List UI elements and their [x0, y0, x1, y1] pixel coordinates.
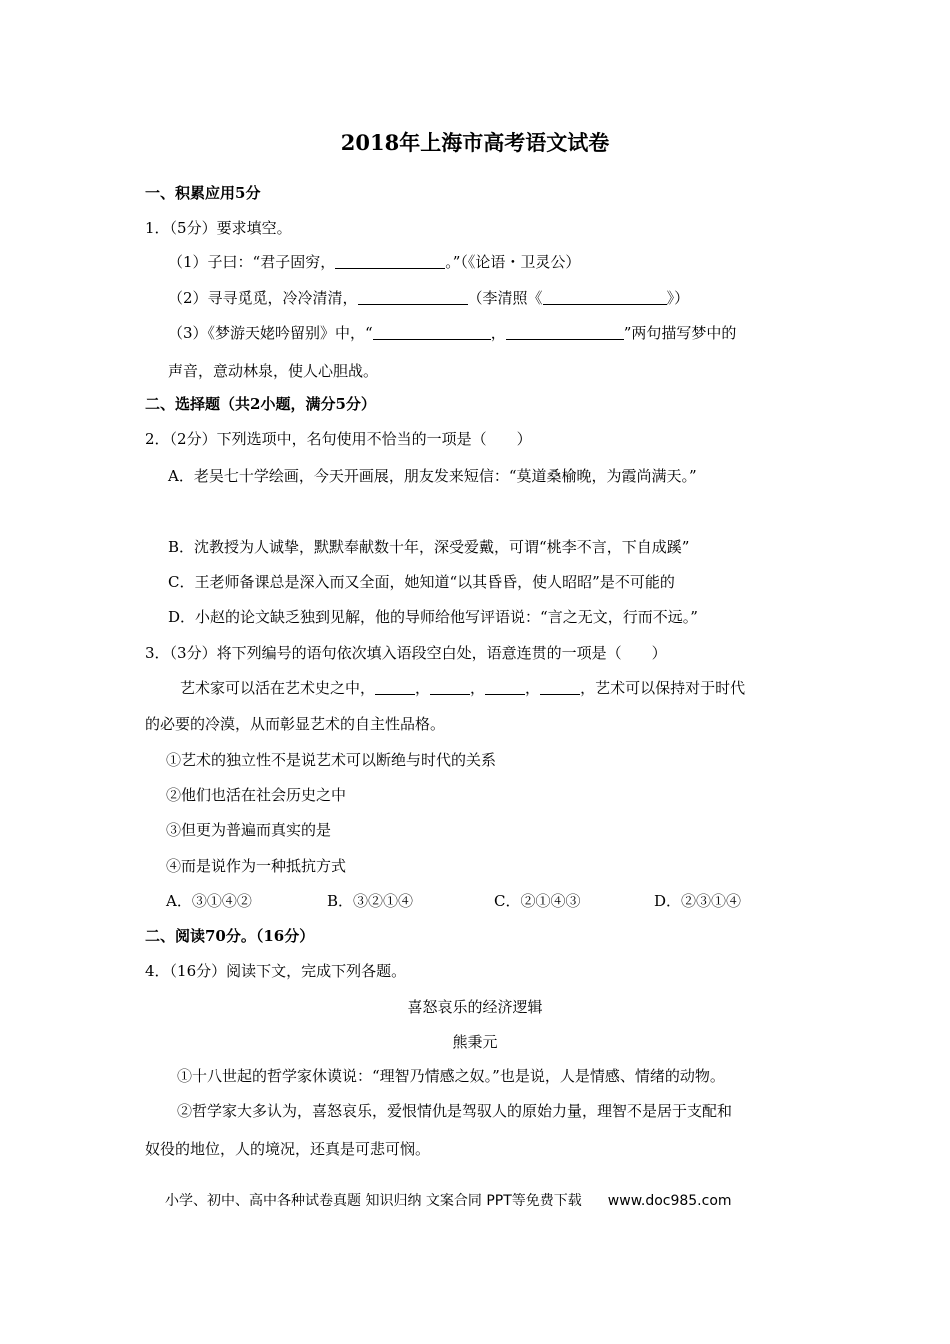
question-3-item-3: ③但更为普遍而真实的是	[166, 821, 332, 839]
question-2-option-b: B．沈教授为人诚挚，默默奉献数十年，深受爱戴，可谓“桃李不言，下自成蹊”	[168, 538, 690, 556]
question-4-stem: 4．（16分）阅读下文，完成下列各题。	[145, 962, 407, 980]
article-paragraph-2-line-1: ②哲学家大多认为，喜怒哀乐，爱恨情仇是驾驭人的原始力量，理智不是居于支配和	[177, 1102, 733, 1120]
article-paragraph-2-line-2: 奴役的地位，人的境况，还真是可悲可悯。	[145, 1140, 431, 1158]
q3-passage-text-a: 艺术家可以活在艺术史之中，	[180, 679, 376, 697]
answer-blank[interactable]	[373, 324, 491, 340]
footer-url-link[interactable]: www.doc985.com	[607, 1193, 732, 1209]
question-3-item-4: ④而是说作为一种抵抗方式	[166, 857, 347, 875]
question-2-option-d: D．小赵的论文缺乏独到见解，他的导师给他写评语说：“言之无文，行而不远。”	[168, 608, 698, 626]
q1-p1-text-a: （1）子曰：“君子固穷，	[168, 253, 336, 271]
question-3-stem: 3．（3分）将下列编号的语句依次填入语段空白处，语意连贯的一项是（ ）	[145, 644, 667, 662]
answer-blank[interactable]	[358, 289, 468, 305]
section-heading-3: 二、阅读70分。（16分）	[145, 927, 315, 945]
q3-comma: ，	[470, 679, 486, 697]
question-1-part-2	[168, 288, 689, 308]
question-2-option-c: C．王老师备课总是深入而又全面，她知道“以其昏昏，使人昭昭”是不可能的	[168, 573, 675, 591]
q1-p2-text-a: （2）寻寻觅觅，冷冷清清，	[168, 289, 358, 307]
question-3-passage-line-1	[180, 678, 745, 698]
question-3-option-d: D．②③①④	[654, 892, 742, 910]
answer-blank[interactable]	[540, 679, 580, 695]
question-3-option-b: B．③②①④	[327, 892, 414, 910]
answer-blank[interactable]	[485, 679, 525, 695]
q3-comma: ，	[525, 679, 541, 697]
q1-p3-text-c: ”两句描写梦中的	[623, 324, 737, 342]
question-3-item-1: ①艺术的独立性不是说艺术可以断绝与时代的关系	[166, 751, 497, 769]
question-2-option-a: A．老吴七十学绘画，今天开画展，朋友发来短信：“莫道桑榆晚，为霞尚满天。”	[168, 467, 697, 485]
article-title: 喜怒哀乐的经济逻辑	[407, 998, 543, 1016]
article-author: 熊秉元	[452, 1033, 498, 1051]
q1-p1-text-b: 。”（《论语・卫灵公）	[445, 253, 581, 271]
page-title: 2018年上海市高考语文试卷	[340, 130, 610, 155]
question-3-option-a: A．③①④②	[166, 892, 252, 910]
page-footer	[165, 1191, 732, 1211]
question-1-part-1	[168, 252, 580, 272]
section-heading-2: 二、选择题（共2小题，满分5分）	[145, 395, 376, 413]
q1-p3-text-a: （3）《梦游天姥吟留别》中，“	[168, 324, 373, 342]
answer-blank[interactable]	[375, 679, 415, 695]
answer-blank[interactable]	[543, 289, 667, 305]
q1-p2-text-c: 》）	[666, 289, 690, 307]
question-3-option-c: C．②①④③	[494, 892, 581, 910]
q3-comma: ，	[415, 679, 431, 697]
answer-blank[interactable]	[506, 324, 624, 340]
question-1-part-3	[168, 323, 736, 343]
footer-text: 小学、初中、高中各种试卷真题 知识归纳 文案合同 PPT等免费下载	[165, 1193, 582, 1209]
section-heading-1: 一、积累应用5分	[145, 184, 261, 202]
question-1-stem: 1．（5分）要求填空。	[145, 219, 292, 237]
question-3-item-2: ②他们也活在社会历史之中	[166, 786, 347, 804]
article-paragraph-1: ①十八世起的哲学家休谟说：“理智乃情感之奴。”也是说，人是情感、情绪的动物。	[177, 1067, 725, 1085]
q1-p2-text-b: （李清照《	[467, 289, 543, 307]
question-2-stem: 2．（2分）下列选项中，名句使用不恰当的一项是（ ）	[145, 430, 532, 448]
question-1-part-3-cont: 声音，意动林泉，使人心胆战。	[168, 362, 379, 380]
q1-p3-text-b: ，	[490, 324, 506, 342]
q3-passage-text-b: ，艺术可以保持对于时代	[580, 679, 746, 697]
answer-blank[interactable]	[335, 253, 445, 269]
answer-blank[interactable]	[430, 679, 470, 695]
question-3-passage-line-2: 的必要的冷漠，从而彰显艺术的自主性品格。	[145, 715, 446, 733]
